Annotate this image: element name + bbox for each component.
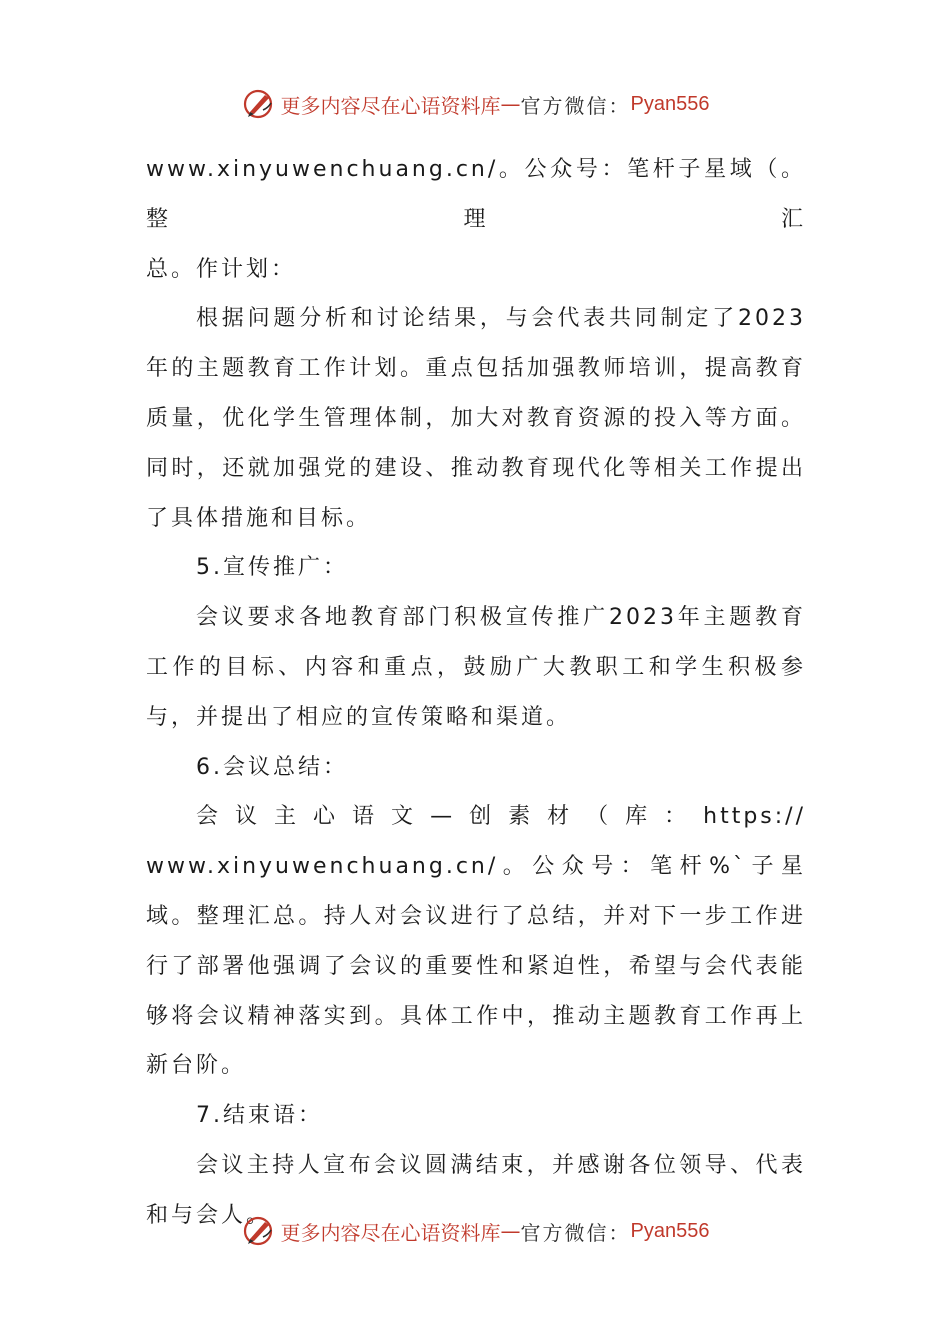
banner-wechat-id: Pyan556 bbox=[630, 92, 710, 115]
footer-banner bbox=[0, 1211, 950, 1251]
banner-site-name: 更多内容尽在心语资料库 bbox=[280, 1220, 501, 1245]
banner-dash: — bbox=[500, 1219, 521, 1243]
banner-wechat-label: 官方微信： bbox=[520, 93, 631, 118]
banner-site-name: 更多内容尽在心语资料库 bbox=[280, 93, 501, 118]
paragraph-line: 总。作计划： bbox=[146, 256, 297, 282]
section-heading-5: 5.宣传推广： bbox=[196, 555, 348, 581]
paragraph-line: www.xinyuwenchuang.cn/。公众号：笔杆子星域（。整理汇 bbox=[146, 157, 806, 232]
pen-logo-icon bbox=[241, 1213, 277, 1249]
section-heading-7: 7.结束语： bbox=[196, 1103, 323, 1129]
paragraph-summary: www.xinyuwenchuang.cn/。公众号：笔杆%`子星域。整理汇总。持人对会议进行了总结，并对下一步工作进行了部署他强调了会议的重要性和紧迫性，希望与会代表能够将会议精神落实到。具体工作中，推动主题教育工作再上新台阶。 bbox=[146, 854, 806, 1079]
banner-wechat-id: Pyan556 bbox=[630, 1219, 710, 1242]
paragraph-promotion: 会议要求各地教育部门积极宣传推广2023年主题教育工作的目标、内容和重点，鼓励广大教职工和学生积极参与，并提出了相应的宣传策略和渠道。 bbox=[146, 605, 806, 730]
banner-dash: — bbox=[500, 92, 521, 116]
paragraph-summary-line1: 会议主心语文—创素材（库：https:// bbox=[196, 804, 806, 830]
paragraph-plan: 根据问题分析和讨论结果，与会代表共同制定了2023年的主题教育工作计划。重点包括加强教师培训，提高教育质量，优化学生管理体制，加大对教育资源的投入等方面。同时，还就加强党的建设、推动教育现代化等相关工作提出了具体措施和目标。 bbox=[146, 306, 806, 531]
paragraph-closing: 会议主持人宣布会议圆满结束，并感谢各位领导、代表和与会人。 bbox=[146, 1152, 806, 1228]
pen-logo-icon bbox=[241, 86, 277, 122]
header-banner bbox=[0, 84, 950, 124]
banner-wechat-label: 官方微信： bbox=[520, 1220, 631, 1245]
document-body bbox=[146, 145, 806, 1241]
section-heading-6: 6.会议总结： bbox=[196, 754, 348, 780]
